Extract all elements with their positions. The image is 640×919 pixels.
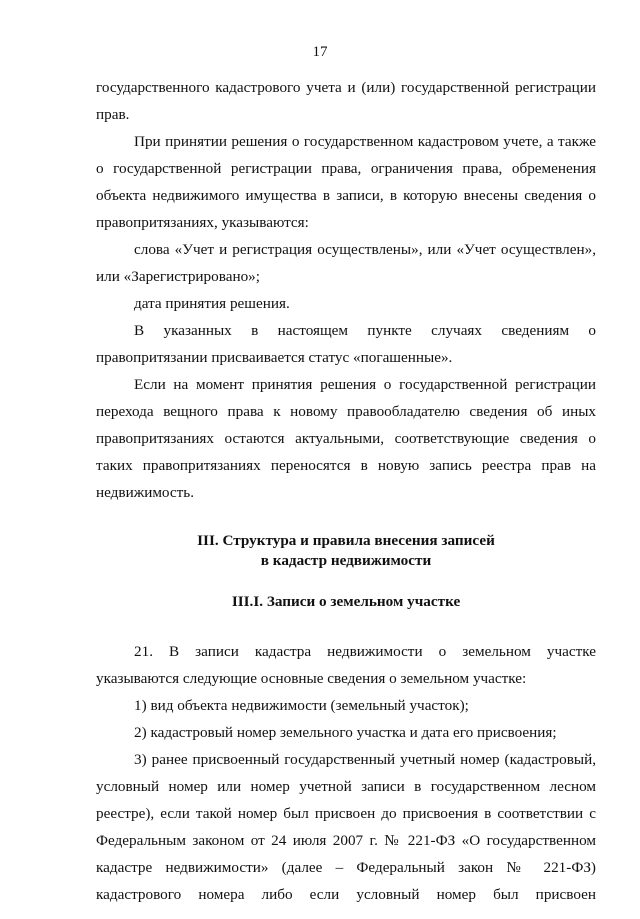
spacer xyxy=(96,612,596,638)
spacer xyxy=(96,506,596,531)
section-subtitle-text: III.I. Записи о земельном участке xyxy=(231,593,461,610)
paragraph-decision: При принятии решения о государственном кадастровом учете, а также о государственной регистрации права, ограничения права, обременения объекта недвижимого имущества в записи, в которую внесены сведения о правопритязаниях, указываются: xyxy=(96,133,596,231)
paragraph-item-21: 21. В записи кадастра недвижимости о земельном участке указываются следующие основные сведения о земельном участке: xyxy=(96,643,596,687)
paragraph-transfer: Если на момент принятия решения о государственной регистрации перехода вещного права к новому правообладателю сведения об иных правопритязаниях остаются актуальными, соответствующие сведения о таких правопритязаниях переносятся в новую запись реестра прав на недвижимость. xyxy=(96,376,596,501)
spacer xyxy=(96,571,596,592)
list-item-3: 3) ранее присвоенный государственный учетный номер (кадастровый, условный номер или номер учетной записи в государственном лесном реестре), если такой номер был присвоен до присвоения в соответствии с Федеральным законом от 24 июля 2007 г. № 221-ФЗ «О государственном кадастре недвижимости» (далее – Федеральный закон № 221-ФЗ) кадастрового номера либо если условный номер был присвоен xyxy=(96,751,596,903)
section-title-line2: в кадастр недвижимости xyxy=(260,552,432,569)
paragraph-words: слова «Учет и регистрация осуществлены», или «Учет осуществлен», или «Зарегистрировано»; xyxy=(96,241,596,285)
section-title-line1: III. Структура и правила внесения записей xyxy=(197,532,495,549)
list-item-1: 1) вид объекта недвижимости (земельный участок); xyxy=(134,697,469,714)
list-item-2: 2) кадастровый номер земельного участка и дата его присвоения; xyxy=(134,724,557,741)
page-number: 17 xyxy=(312,44,328,60)
section-title xyxy=(96,531,596,571)
document-body xyxy=(96,74,596,908)
paragraph-status: В указанных в настоящем пункте случаях сведениям о правопритязании присваивается статус «погашенные». xyxy=(96,322,596,366)
paragraph-continuation: государственного кадастрового учета и (или) государственной регистрации прав. xyxy=(96,79,596,123)
section-subtitle xyxy=(96,592,596,612)
paragraph-date: дата принятия решения. xyxy=(134,295,290,312)
